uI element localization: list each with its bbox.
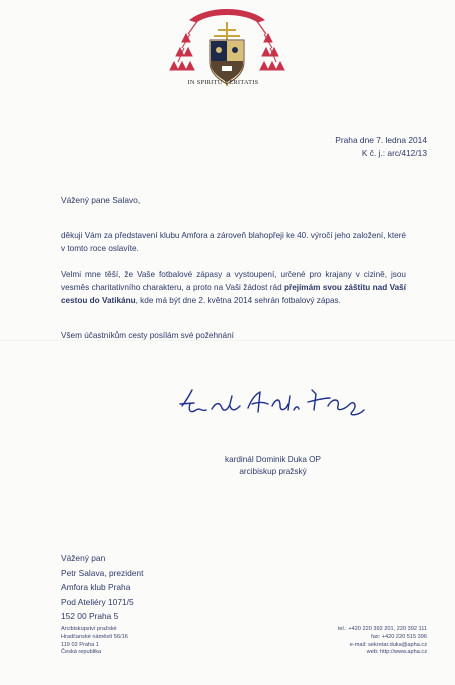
signer-name: kardinál Dominik Duka OP — [224, 455, 321, 464]
paragraph-blessing: Všem účastníkům cesty posílám své požehnání — [61, 331, 234, 340]
footer-org: Arcibiskupství pražské — [61, 626, 117, 632]
recipient-line: Pod Ateliéry 1071/5 — [61, 596, 134, 607]
paragraph-patronage — [61, 268, 406, 307]
footer-web: web: http://www.apha.cz — [366, 649, 427, 656]
recipient-line: 152 00 Praha 5 — [61, 611, 119, 621]
patronage-text-start: Velmi mne těší, že Vaše fotbalové zápasy a vystoupení, určené pro krajany v cizině, jsou vesměs charitativního charakteru, a proto na Vaši žádost rád — [61, 270, 406, 292]
footer-address — [61, 626, 128, 657]
handwritten-signature — [168, 376, 388, 432]
patronage-text-end: , kde má být dne 2. května 2014 sehrán fotbalový zápas. — [135, 296, 341, 305]
footer-contacts — [338, 626, 427, 657]
patronage-bold-text: přejímám svou záštitu nad Vaší cestou do Vatikánu — [61, 283, 406, 305]
footer-country: Česká republika — [61, 649, 102, 656]
paragraph-thanks: děkuji Vám za představení klubu Amfora a zároveň blahopřeji ke 40. výročí jeho založení, které v tomto roce oslavíte. — [61, 231, 406, 253]
footer-email: e-mail: sekretar.duka@apha.cz — [349, 641, 427, 648]
signer-title: arcibiskup pražský — [239, 467, 307, 476]
motto-ribbon: IN SPIRITU VERITATIS — [187, 79, 259, 86]
letter-date: Praha dne 7. ledna 2014 — [335, 135, 427, 145]
recipient-line: Vážený pan — [61, 553, 106, 563]
footer-fax: fax: +420 220 515 396 — [371, 633, 427, 640]
recipient-line: Amfora klub Praha — [61, 582, 131, 592]
reference-number: K č. j.: arc/412/13 — [361, 148, 427, 158]
salutation: Vážený pane Salavo, — [61, 195, 141, 205]
recipient-line: Petr Salava, prezident — [61, 567, 144, 578]
footer-city: 119 02 Praha 1 — [61, 641, 99, 648]
footer-tel: tel.: +420 220 392 201, 220 392 111 — [337, 626, 427, 632]
signer-block — [178, 454, 368, 478]
date-block — [335, 134, 427, 160]
recipient-address — [61, 551, 143, 624]
footer-street: Hradčanské náměstí 56/16 — [61, 633, 128, 640]
